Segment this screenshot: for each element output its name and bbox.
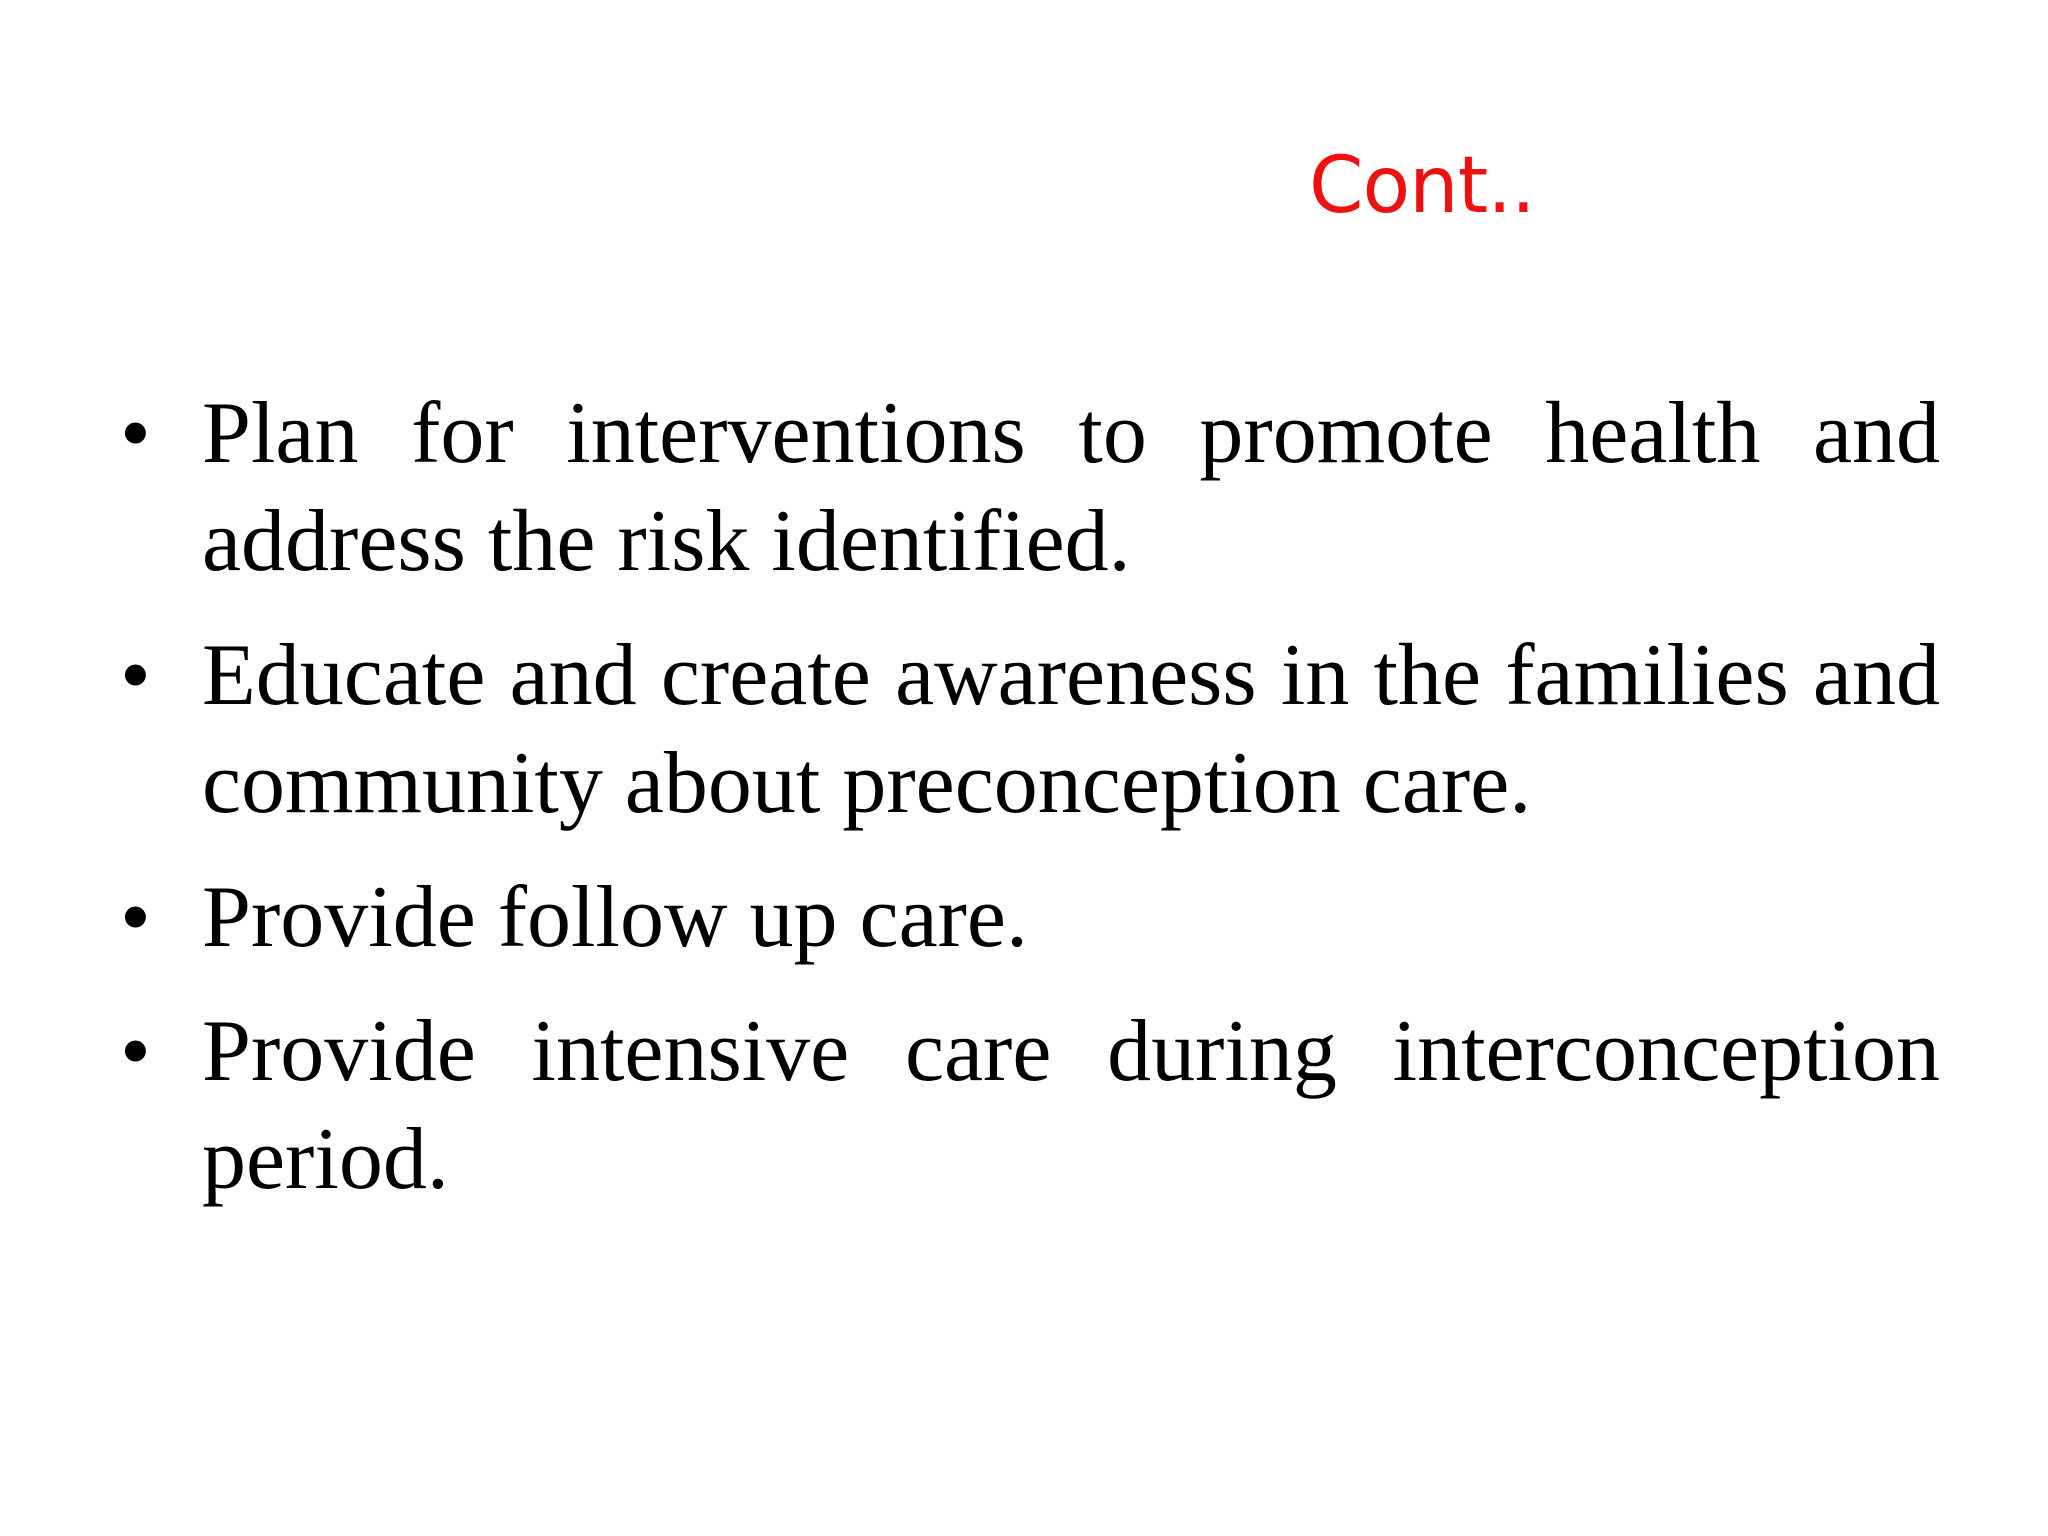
bullet-text: Provide follow up care.: [202, 869, 1028, 966]
bullet-list: [120, 380, 1940, 1240]
bullet-icon: •: [120, 1003, 151, 1100]
bullet-icon: •: [120, 385, 151, 482]
bullet-item-educate-awareness: [120, 622, 1940, 838]
slide-title: Cont..: [1309, 141, 1535, 231]
bullet-text: Plan for interventions to promote health and address the risk identified.: [202, 385, 1940, 590]
bullet-item-plan-interventions: [120, 380, 1940, 596]
bullet-item-intensive-care: [120, 998, 1940, 1214]
bullet-icon: •: [120, 627, 151, 724]
bullet-text: Educate and create awareness in the families and community about preconception care.: [202, 627, 1940, 832]
bullet-item-follow-up-care: [120, 864, 1940, 972]
bullet-icon: •: [120, 869, 151, 966]
bullet-text: Provide intensive care during interconception period.: [202, 1003, 1940, 1208]
